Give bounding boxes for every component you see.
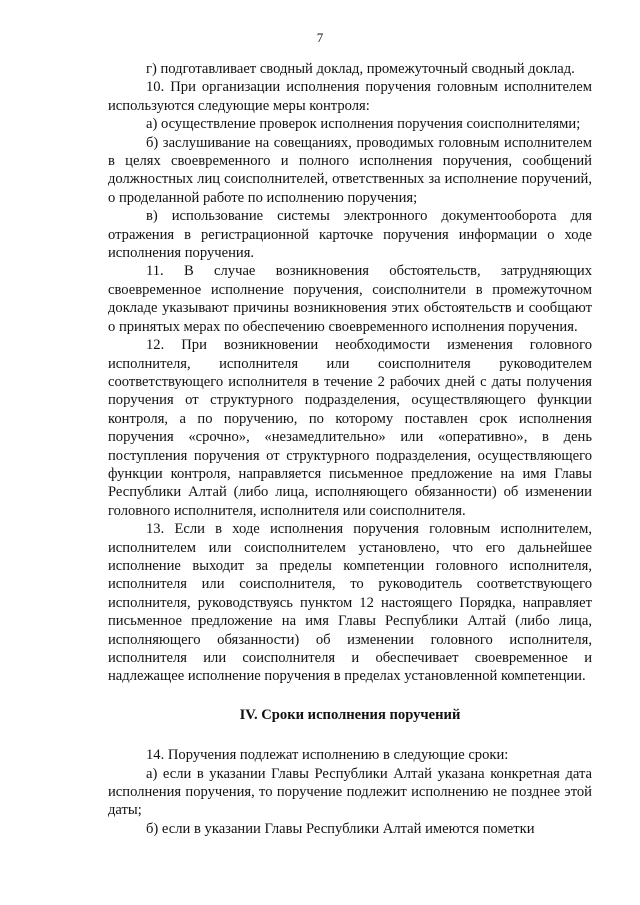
paragraph-13: 13. Если в ходе исполнения поручения головным исполнителем, исполнителем или соисполнителем установлено, что его дальнейшее исполнение выходит за пределы компетенции головного исполнителя, исполнителя или соисполнителя, то руководитель соответствующего исполнителя, руководствуясь пунктом 12 настоящего Порядка, направляет письменное предложение на имя Главы Республики Алтай (либо лица, исполняющего обязанности) об изменении головного исполнителя, исполнителя или соисполнителя и обеспечивает своевременное и надлежащее исполнение поручения в пределах установленной компетенции. — [108, 521, 592, 685]
section-heading: IV. Сроки исполнения поручений — [239, 706, 461, 723]
paragraph-11: 11. В случае возникновения обстоятельств, затрудняющих своевременное исполнение поручения, соисполнители в промежуточном докладе указывают причины возникновения этих обстоятельств и сообщают о принятых мерах по обеспечению своевременного исполнения поручения. — [108, 263, 592, 335]
paragraph-12: 12. При возникновении необходимости изменения головного исполнителя, исполнителя или соисполнителя руководителем соответствующего исполнителя в течение 2 рабочих дней с даты получения поручения от структурного подразделения, осуществляющего функции контроля, а по поручению, по которому поставлен срок исполнения поручения «срочно», «незамедлительно» или «оперативно», в день поступления поручения от структурного подразделения, осуществляющего функции контроля, направляется письменное предложение на имя Главы Республики Алтай (либо лица, исполняющего обязанности) об изменении головного исполнителя, исполнителя или соисполнителя. — [108, 337, 592, 519]
document-body — [108, 60, 592, 838]
page-number: 7 — [316, 30, 324, 45]
paragraph-10-v: в) использование системы электронного документооборота для отражения в регистрационной карточке поручения информации о ходе исполнения поручения. — [108, 208, 592, 262]
paragraph-14: 14. Поручения подлежат исполнению в следующие сроки: — [146, 747, 509, 764]
paragraph-item-g: г) подготавливает сводный доклад, промежуточный сводный доклад. — [146, 61, 575, 77]
paragraph-10: 10. При организации исполнения поручения головным исполнителем используются следующие меры контроля: — [108, 79, 592, 114]
paragraph-14-b: б) если в указании Главы Республики Алтай имеются пометки — [146, 820, 535, 837]
paragraph-10-b: б) заслушивание на совещаниях, проводимых головным исполнителем в целях своевременного и полного исполнения поручения, сообщений должностных лиц соисполнителей, ответственных за исполнение поручений, о проделанной работе по исполнению поручения; — [108, 134, 592, 206]
paragraph-14-a: а) если в указании Главы Республики Алтай указана конкретная дата исполнения поручения, то поручение подлежит исполнению не позднее этой даты; — [108, 765, 592, 819]
paragraph-10-a: а) осуществление проверок исполнения поручения соисполнителями; — [146, 116, 581, 133]
